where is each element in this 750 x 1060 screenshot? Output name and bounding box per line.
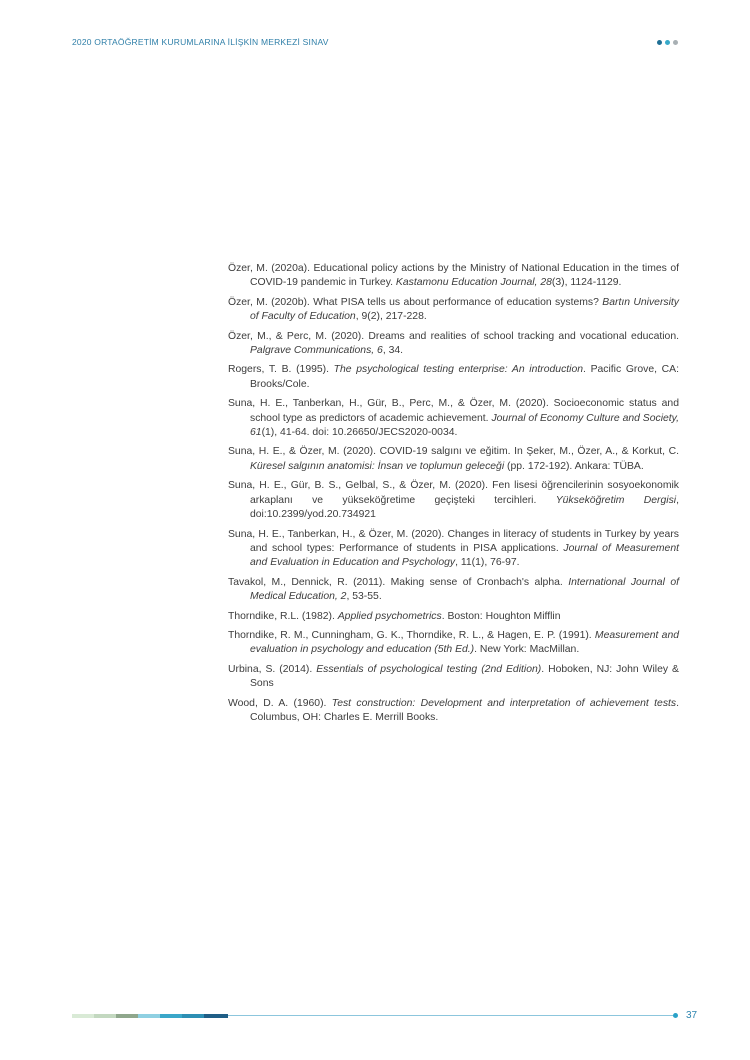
reference-title: Journal of Economy Culture and Society, 61 (250, 412, 679, 439)
reference-text: Thorndike, R.L. (1982). (228, 610, 338, 622)
reference-details: . Columbus, OH: Charles E. Merrill Books. (250, 697, 680, 723)
reference-title: Measurement and evaluation in psychology and education (5th Ed.) (250, 629, 680, 656)
reference-text: Thorndike, R. M., Cunningham, G. K., Thorndike, R. L., & Hagen, E. P. (1991). (228, 629, 595, 641)
reference-title: Applied psychometrics (337, 610, 442, 622)
reference-entry (228, 363, 679, 392)
reference-title: Essentials of psychological testing (2nd Edition) (316, 663, 542, 675)
reference-text: Özer, M. (2020a). Educational policy actions by the Ministry of National Education in the times of COVID-19 pandemic in Turkey. (228, 263, 679, 289)
reference-details: , doi:10.2399/yod.20.734921 (250, 494, 679, 521)
reference-entry (228, 397, 679, 440)
reference-entry (228, 697, 679, 726)
reference-entry (228, 576, 679, 605)
reference-entry (228, 610, 679, 624)
page-number: 37 (686, 1010, 698, 1021)
reference-entry (228, 262, 679, 291)
reference-title: Palgrave Communications, 6 (250, 345, 383, 357)
reference-entry (228, 528, 679, 571)
footer-bar-segment (182, 1014, 204, 1018)
footer-bar-segment (72, 1014, 94, 1018)
header-dot-icon (673, 40, 678, 45)
header-dot-icon (665, 40, 670, 45)
reference-text: Tavakol, M., Dennick, R. (2011). Making sense of Cronbach's alpha. (228, 576, 569, 588)
footer-color-bar (72, 1014, 228, 1018)
footer-bar-segment (116, 1014, 138, 1018)
reference-title: International Journal of Medical Education, 2 (250, 576, 679, 603)
reference-details: . Hoboken, NJ: John Wiley & Sons (250, 663, 679, 690)
reference-text: Suna, H. E., Tanberkan, H., & Özer, M. (2020). Changes in literacy of students in Turkey by years and school types: Performance of students in PISA applications. (228, 528, 679, 554)
reference-details: (1), 41-64. doi: 10.26650/JECS2020-0034. (261, 427, 458, 439)
reference-details: , 11(1), 76-97. (455, 557, 520, 569)
reference-text: Urbina, S. (2014). (228, 663, 317, 675)
reference-text: Özer, M., & Perc, M. (2020). Dreams and realities of school tracking and vocational education. (228, 330, 679, 342)
reference-title: Test construction: Development and interpretation of achievement tests (331, 697, 677, 709)
reference-details: , 34. (382, 345, 404, 357)
reference-list (228, 262, 679, 730)
reference-entry (228, 330, 679, 359)
reference-entry (228, 445, 679, 474)
footer-dot-icon (673, 1013, 678, 1018)
header-dot-icon (657, 40, 662, 45)
reference-title: Yükseköğretim Dergisi (555, 494, 677, 506)
reference-details: . Boston: Houghton Mifflin (441, 610, 561, 622)
reference-title: Küresel salgının anatomisi: İnsan ve toplumun geleceği (250, 460, 505, 472)
footer-bar-segment (160, 1014, 182, 1018)
reference-entry (228, 296, 679, 325)
reference-text: Özer, M. (2020b). What PISA tells us about performance of education systems? (228, 296, 603, 308)
reference-details: (pp. 172-192). Ankara: TÜBA. (504, 460, 644, 472)
reference-entry (228, 663, 679, 692)
reference-text: Suna, H. E., Gür, B. S., Gelbal, S., & Özer, M. (2020). Fen lisesi öğrencilerinin sosyoekonomik arkaplanı ve yükseköğretime geçişteki tercihleri. (228, 480, 679, 506)
reference-details: . Pacific Grove, CA: Brooks/Cole. (250, 364, 679, 390)
reference-entry (228, 629, 679, 658)
reference-details: (3), 1124-1129. (551, 277, 622, 289)
header-title: 2020 ORTAÖĞRETİM KURUMLARINA İLİŞKİN MERKEZİ SINAV (72, 37, 329, 47)
reference-details: , 9(2), 217-228. (355, 311, 427, 323)
footer-rule (228, 1015, 673, 1016)
reference-title: The psychological testing enterprise: An introduction (333, 364, 584, 376)
footer-bar-segment (138, 1014, 160, 1018)
header-dots-icon (657, 40, 678, 45)
reference-text: Wood, D. A. (1960). (228, 697, 332, 709)
reference-details: , 53-55. (346, 591, 382, 603)
reference-title: Kastamonu Education Journal, 28 (395, 277, 552, 289)
reference-entry (228, 479, 679, 522)
reference-text: Rogers, T. B. (1995). (228, 364, 334, 376)
reference-text: Suna, H. E., Tanberkan, H., Gür, B., Perc, M., & Özer, M. (2020). Socioeconomic status and school type as predictors of academic achievement. (228, 398, 679, 424)
reference-title: Bartın University of Faculty of Education (250, 296, 679, 323)
reference-text: Suna, H. E., & Özer, M. (2020). COVID-19 salgını ve eğitim. In Şeker, M., Özer, A., & Korkut, C. (228, 446, 679, 458)
footer-bar-segment (94, 1014, 116, 1018)
footer-bar-segment (204, 1014, 228, 1018)
reference-details: . New York: MacMillan. (474, 644, 580, 656)
reference-title: Journal of Measurement and Evaluation in Education and Psychology (250, 542, 679, 569)
